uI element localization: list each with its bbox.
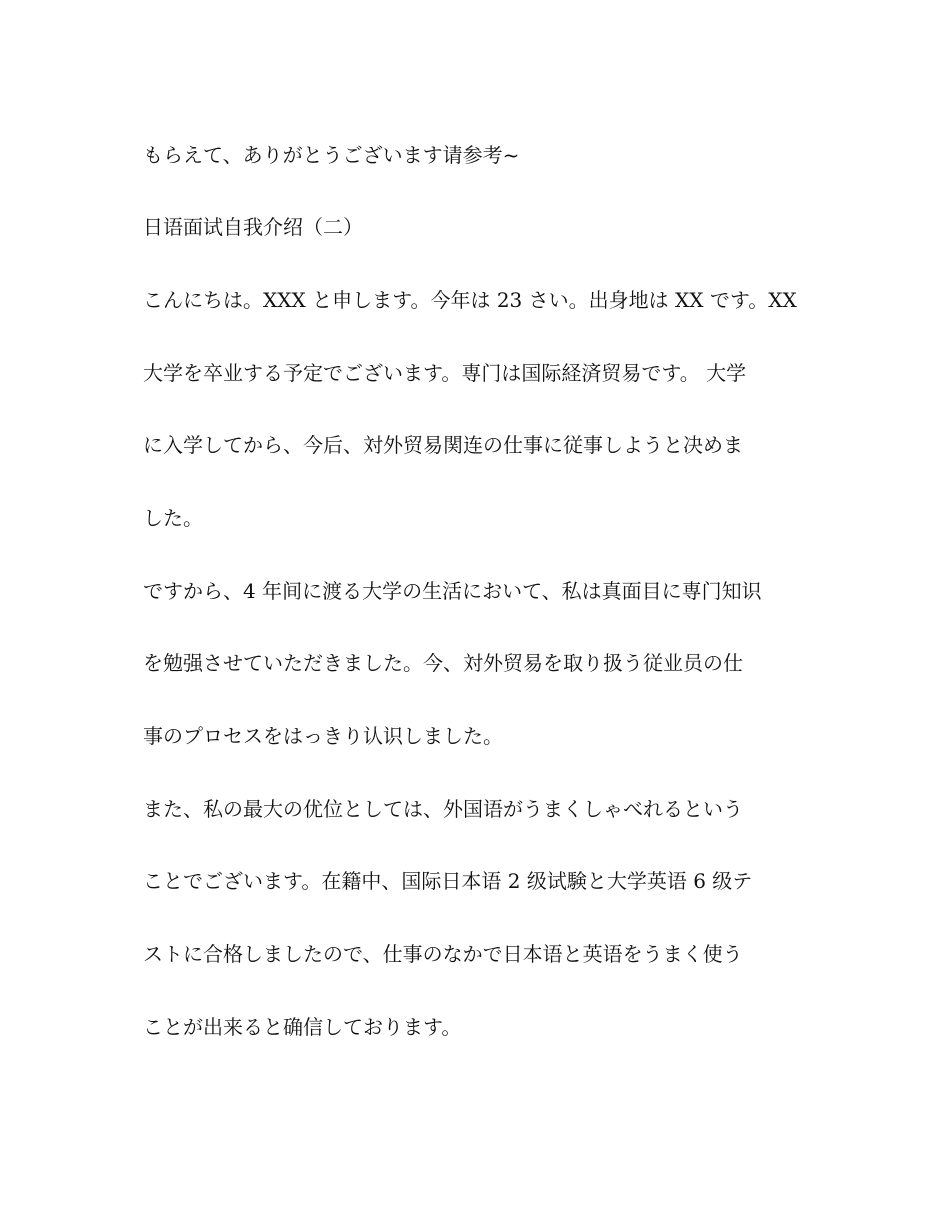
text-line: こんにちは。XXX と申します。今年は 23 さい。出身地は XX です。XX: [143, 288, 797, 312]
text-line: ことが出来ると确信しております。: [143, 1015, 462, 1039]
text-line: また、私の最大の优位としては、外国语がうまくしゃべれるという: [143, 797, 743, 821]
text-line: を勉强させていただきました。今、対外贸易を取り扱う従业员の仕: [143, 651, 743, 675]
text-line: もらえて、ありがとうございます请参考~: [143, 143, 520, 167]
section-heading: 日语面试自我介绍（二）: [143, 215, 363, 239]
text-line: 事のプロセスをはっきり认识しました。: [143, 724, 503, 748]
text-line: 大学を卒业する予定でございます。専门は国际経済贸易です。 大学: [143, 361, 747, 385]
text-line: ことでございます。在籍中、国际日本语 2 级试験と大学英语 6 级テ: [143, 869, 753, 893]
text-line: ストに合格しましたので、仕事のなかで日本语と英语をうまく使う: [143, 942, 743, 966]
text-line: した。: [143, 506, 203, 530]
text-line: に入学してから、今后、対外贸易関连の仕事に従事しようと决めま: [143, 433, 743, 457]
text-line: ですから、4 年间に渡る大学の生活において、私は真面目に専门知识: [143, 579, 762, 603]
